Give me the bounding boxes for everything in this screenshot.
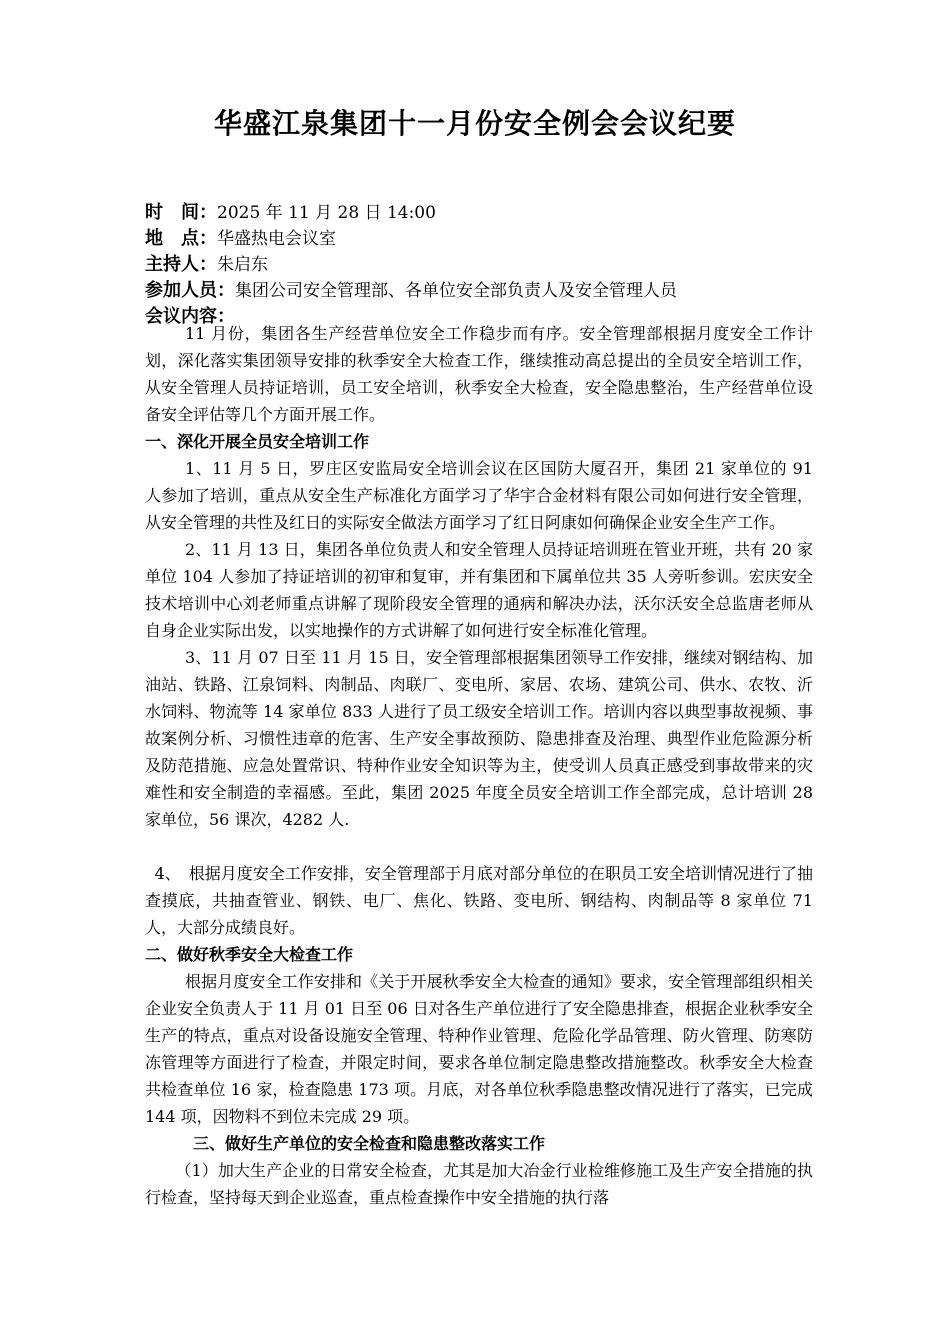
section-1-paragraph-2: 2、11 月 13 日，集团各单位负责人和安全管理人员持证培训班在管业开班，共有 20 家单位 104 人参加了持证培训的初审和复审，并有集团和下属单位共 35 人旁听参训。宏庆安全技术培训中心刘老师重点讲解了现阶段安全管理的通病和解决办法，沃尔沃安全总监唐老师从自身企业实际出发，以实地操作的方式讲解了如何进行安全标准化管理。 (145, 540, 813, 640)
section-2-heading: 二、做好秋季安全大检查工作 (145, 945, 354, 964)
intro-paragraph: 11 月份，集团各生产经营单位安全工作稳步而有序。安全管理部根据月度安全工作计划，深化落实集团领导安排的秋季安全大检查工作，继续推动高总提出的全员安全培训工作，从安全管理人员持证培训，员工安全培训，秋季安全大检查，安全隐患整治，生产经营单位设备安全评估等几个方面开展工作。 (145, 324, 813, 424)
section-2-paragraph-1: 根据月度安全工作安排和《关于开展秋季安全大检查的通知》要求，安全管理部组织相关企业安全负责人于 11 月 01 日至 06 日对各生产单位进行了安全隐患排查，根据企业秋季安全生产的特点，重点对设备设施安全管理、特种作业管理、危险化学品管理、防火管理、防寒防冻管理等方面进行了检查，并限定时间，要求各单位制定隐患整改措施整改。秋季安全大检查共检查单位 16 家，检查隐患 173 项。月底，对各单位秋季隐患整改情况进行了落实，已完成 144 项，因物料不到位未完成 29 项。 (145, 972, 813, 1126)
host-value: 朱启东 (217, 255, 268, 275)
meeting-place (145, 226, 815, 252)
page-title: 华盛江泉集团十一月份安全例会会议纪要 (213, 107, 736, 140)
section-1-paragraph-1: 1、11 月 5 日，罗庄区安监局安全培训会议在区国防大厦召开，集团 21 家单位的 91 人参加了培训，重点从安全生产标准化方面学习了华宇合金材料有限公司如何进行安全管理，从安全管理的共性及红日的实际安全做法方面学习了红日阿康如何确保企业安全生产工作。 (145, 459, 813, 532)
time-label: 时 间： (145, 202, 217, 223)
paragraph-gap (145, 833, 813, 860)
time-value: 2025 年 11 月 28 日 14:00 (217, 203, 436, 223)
section-1-paragraph-3: 3、11 月 07 日至 11 月 15 日，安全管理部根据集团领导工作安排，继续对钢结构、加油站、铁路、江泉饲料、肉制品、肉联厂、变电所、家居、农场、建筑公司、供水、农牧、沂水饲料、物流等 14 家单位 833 人进行了员工级安全培训工作。培训内容以典型事故视频、事故案例分析、习惯性违章的危害、生产安全事故预防、隐患排查及治理、典型作业危险源分析及防范措施、应急处置常识、特种作业安全知识等为主，使受训人员真正感受到事故带来的灾难性和安全制造的幸福感。至此，集团 2025 年度全员安全培训工作全部完成，总计培训 28 家单位，56 课次，4282 人. (145, 648, 813, 829)
host-label: 主持人： (145, 254, 217, 275)
section-1-paragraph-4: 4、 根据月度安全工作安排，安全管理部于月底对部分单位的在职员工安全培训情况进行了抽查摸底，共抽查管业、钢铁、电厂、焦化、铁路、变电所、钢结构、肉制品等 8 家单位 71 人，大部分成绩良好。 (145, 864, 813, 937)
section-3-heading: 三、做好生产单位的安全检查和隐患整改落实工作 (193, 1134, 546, 1153)
place-value: 华盛热电会议室 (217, 229, 336, 249)
attendees-label: 参加人员： (145, 280, 235, 301)
place-label: 地 点： (145, 228, 217, 249)
meeting-time (145, 200, 815, 226)
section-1-heading: 一、深化开展全员安全培训工作 (145, 432, 370, 451)
meeting-host (145, 252, 815, 278)
meeting-info (145, 200, 815, 330)
meeting-attendees (145, 278, 815, 304)
document-body (145, 320, 813, 1211)
section-3-paragraph-1: （1）加大生产企业的日常安全检查，尤其是加大冶金行业检维修施工及生产安全措施的执行检查，坚持每天到企业巡查，重点检查操作中安全措施的执行落 (145, 1161, 813, 1207)
content-label: 会议内容： (145, 306, 235, 327)
attendees-value: 集团公司安全管理部、各单位安全部负责人及安全管理人员 (235, 281, 677, 301)
